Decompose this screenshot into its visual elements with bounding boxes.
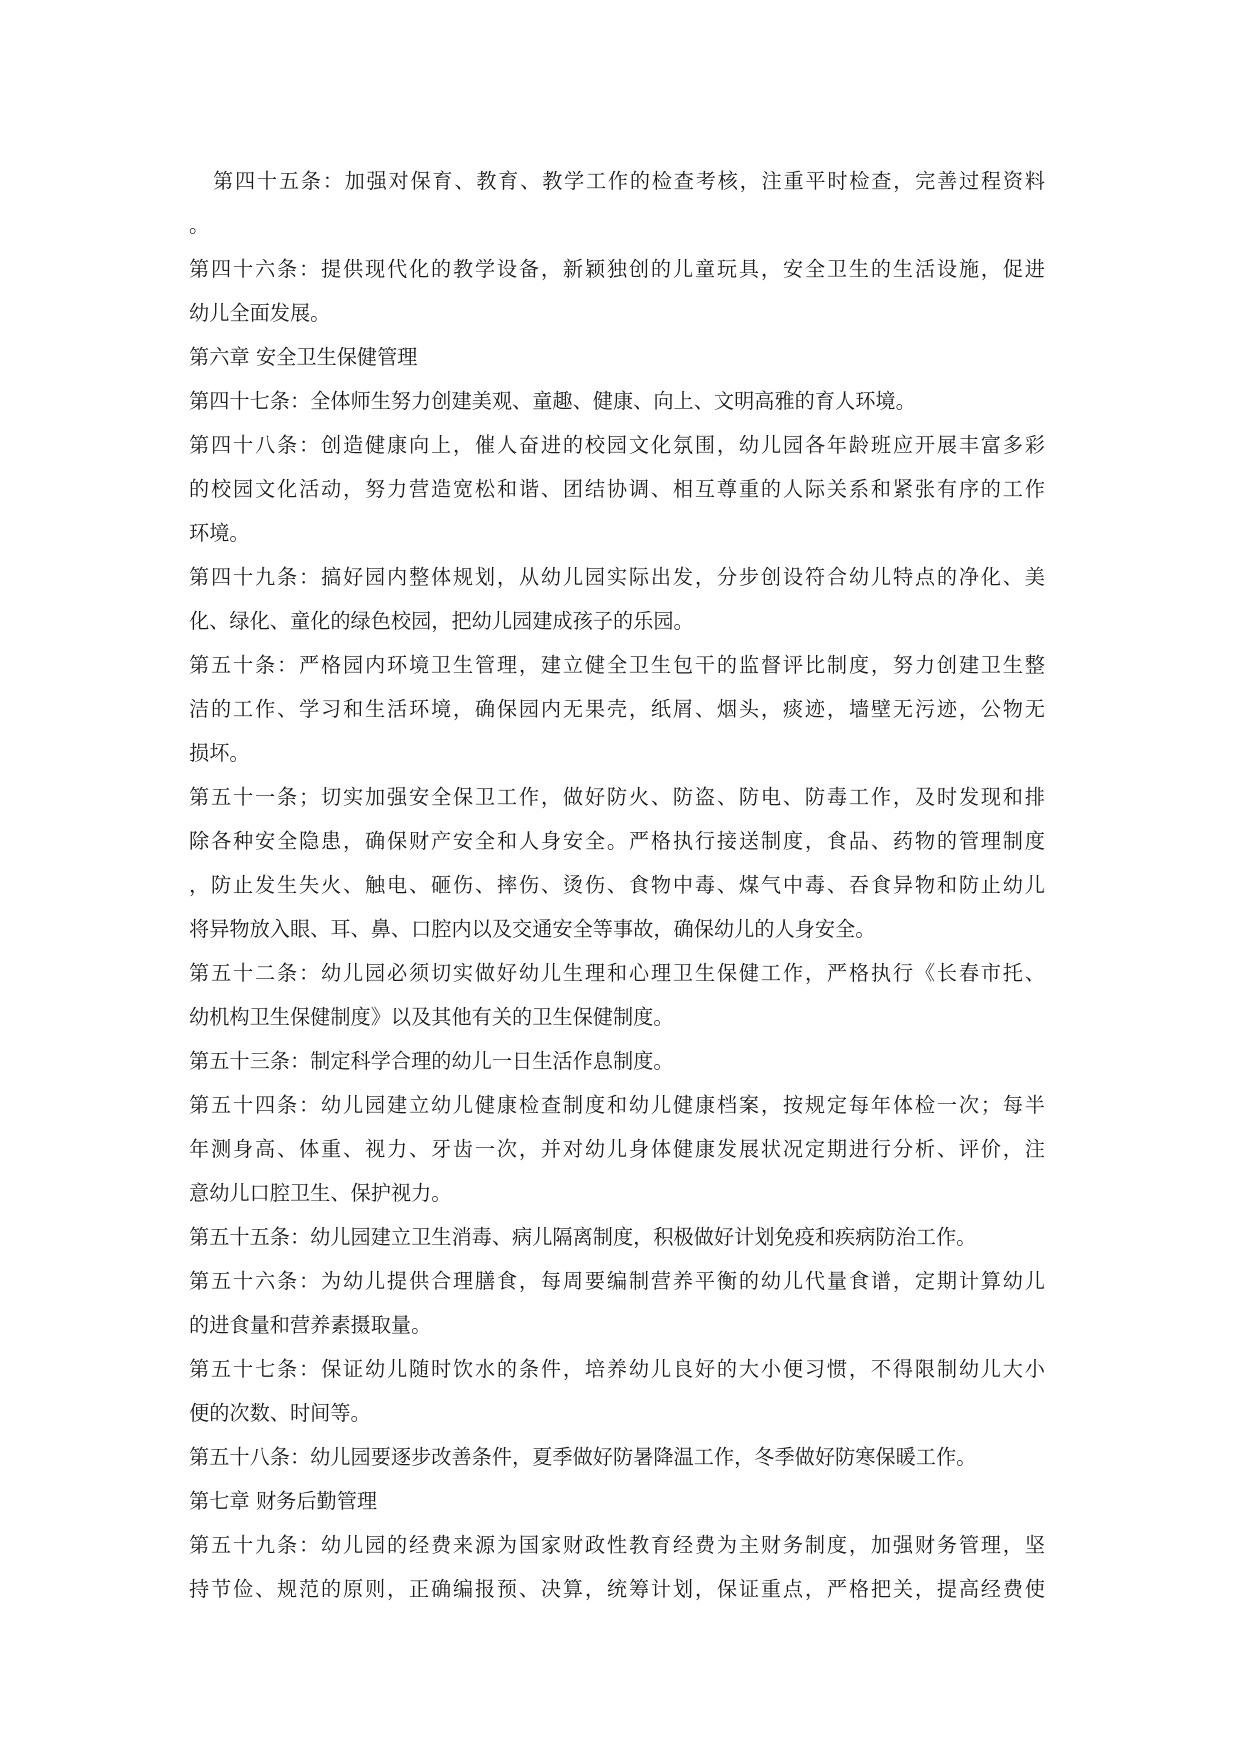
article-59-line-1: 第五十九条：幼儿园的经费来源为国家财政性教育经费为主财务制度，加强财务管理，坚 xyxy=(189,1533,1045,1557)
article-49-line-2: 化、绿化、童化的绿色校园，把幼儿园建成孩子的乐园。 xyxy=(189,609,694,633)
article-48-line-1: 第四十八条：创造健康向上，催人奋进的校园文化氛围，幼儿园各年龄班应开展丰富多彩 xyxy=(189,433,1045,457)
article-58-line-1: 第五十八条：幼儿园要逐步改善条件，夏季做好防暑降温工作，冬季做好防寒保暖工作。 xyxy=(189,1445,977,1469)
article-47-line-1: 第四十七条：全体师生努力创建美观、童趣、健康、向上、文明高雅的育人环境。 xyxy=(189,389,916,413)
article-48-line-2: 的校园文化活动，努力营造宽松和谐、团结协调、相互尊重的人际关系和紧张有序的工作 xyxy=(189,477,1045,501)
article-51-line-1: 第五十一条；切实加强安全保卫工作，做好防火、防盗、防电、防毒工作，及时发现和排 xyxy=(189,785,1045,809)
article-54-line-2: 年测身高、体重、视力、牙齿一次，并对幼儿身体健康发展状况定期进行分析、评价，注 xyxy=(189,1137,1045,1161)
article-45-line-2: 。 xyxy=(189,213,210,237)
article-50-line-3: 损坏。 xyxy=(189,741,250,765)
article-52-line-1: 第五十二条：幼儿园必须切实做好幼儿生理和心理卫生保健工作，严格执行《长春市托、 xyxy=(189,961,1045,985)
article-52-line-2: 幼机构卫生保健制度》以及其他有关的卫生保健制度。 xyxy=(189,1005,674,1029)
article-51-line-4: 将异物放入眼、耳、鼻、口腔内以及交通安全等事故，确保幼儿的人身安全。 xyxy=(189,917,876,941)
article-51-line-2: 除各种安全隐患，确保财产安全和人身安全。严格执行接送制度，食品、药物的管理制度 xyxy=(189,829,1045,853)
document-body xyxy=(189,159,1045,1611)
article-46-line-1: 第四十六条：提供现代化的教学设备，新颖独创的儿童玩具，安全卫生的生活设施，促进 xyxy=(189,257,1045,281)
article-53-line-1: 第五十三条：制定科学合理的幼儿一日生活作息制度。 xyxy=(189,1049,674,1073)
article-48-line-3: 环境。 xyxy=(189,521,250,545)
chapter-6-heading: 第六章 安全卫生保健管理 xyxy=(189,345,418,369)
article-50-line-1: 第五十条：严格园内环境卫生管理，建立健全卫生包干的监督评比制度，努力创建卫生整 xyxy=(189,653,1045,677)
article-55-line-1: 第五十五条：幼儿园建立卫生消毒、病儿隔离制度，积极做好计划免疫和疾病防治工作。 xyxy=(189,1225,977,1249)
article-57-line-2: 便的次数、时间等。 xyxy=(189,1401,371,1425)
article-56-line-1: 第五十六条：为幼儿提供合理膳食，每周要编制营养平衡的幼儿代量食谱，定期计算幼儿 xyxy=(189,1269,1045,1293)
article-45-line-1: 第四十五条：加强对保育、教育、教学工作的检查考核，注重平时检查，完善过程资料 xyxy=(213,169,1045,193)
chapter-7-heading: 第七章 财务后勤管理 xyxy=(189,1489,378,1513)
article-57-line-1: 第五十七条：保证幼儿随时饮水的条件，培养幼儿良好的大小便习惯，不得限制幼儿大小 xyxy=(189,1357,1045,1381)
article-50-line-2: 洁的工作、学习和生活环境，确保园内无果壳，纸屑、烟头，痰迹，墙壁无污迹，公物无 xyxy=(189,697,1045,721)
article-54-line-1: 第五十四条：幼儿园建立幼儿健康检查制度和幼儿健康档案，按规定每年体检一次；每半 xyxy=(189,1093,1045,1117)
article-51-line-3: ，防止发生失火、触电、砸伤、摔伤、烫伤、食物中毒、煤气中毒、吞食异物和防止幼儿 xyxy=(189,873,1045,897)
article-46-line-2: 幼儿全面发展。 xyxy=(189,301,331,325)
article-59-line-2: 持节俭、规范的原则，正确编报预、决算，统筹计划，保证重点，严格把关，提高经费使 xyxy=(189,1577,1045,1601)
article-49-line-1: 第四十九条：搞好园内整体规划，从幼儿园实际出发，分步创设符合幼儿特点的净化、美 xyxy=(189,565,1045,589)
article-54-line-3: 意幼儿口腔卫生、保护视力。 xyxy=(189,1181,452,1205)
article-56-line-2: 的进食量和营养素摄取量。 xyxy=(189,1313,432,1337)
